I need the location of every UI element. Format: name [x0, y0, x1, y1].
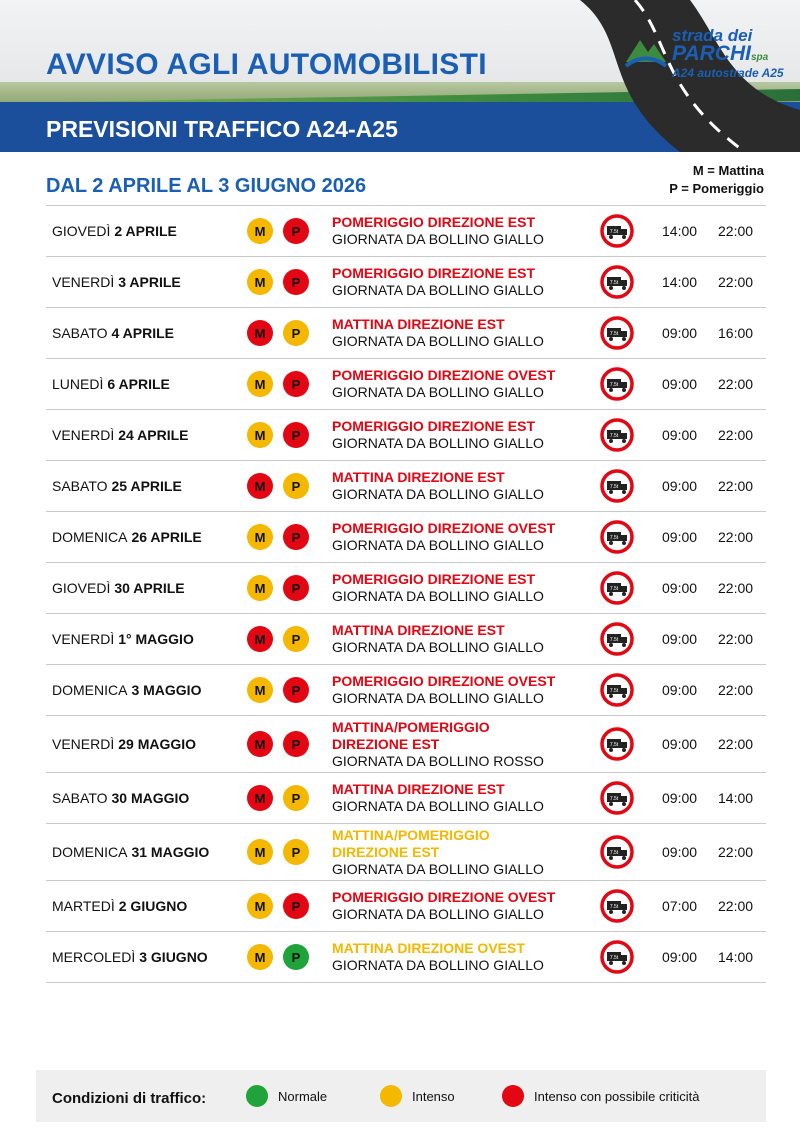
row-date: 25 APRILE: [111, 478, 182, 494]
mountain-logo-icon: [622, 26, 670, 74]
svg-text:7.5t: 7.5t: [609, 955, 619, 961]
afternoon-badge: P: [283, 473, 309, 499]
morning-badge: M: [247, 371, 273, 397]
row-time-from: 07:00: [662, 898, 698, 914]
svg-text:7.5t: 7.5t: [609, 586, 619, 592]
row-time-from: 09:00: [662, 682, 698, 698]
afternoon-badge: P: [283, 269, 309, 295]
morning-badge: M: [247, 269, 273, 295]
row-direction: MATTINA/POMERIGGIO DIREZIONE EST: [332, 718, 490, 752]
row-date: 3 MAGGIO: [131, 682, 202, 698]
row-description: [332, 410, 582, 460]
row-time-to: 22:00: [718, 478, 754, 494]
row-weekday: SABATO: [52, 478, 108, 494]
strada-dei-parchi-logo: [620, 22, 795, 82]
row-description: [332, 614, 582, 664]
row-time-to: 22:00: [718, 580, 754, 596]
no-trucks-sign-icon: [600, 571, 634, 605]
table-row: [46, 614, 766, 665]
morning-badge: M: [247, 677, 273, 703]
row-weekday: VENERDÌ: [52, 631, 115, 647]
row-time-from: 09:00: [662, 580, 698, 596]
page-title: AVVISO AGLI AUTOMOBILISTI: [46, 48, 487, 81]
table-row: [46, 824, 766, 881]
no-trucks-sign-icon: [600, 316, 634, 350]
row-date: 30 APRILE: [114, 580, 185, 596]
morning-badge: M: [247, 731, 273, 757]
period-heading: DAL 2 APRILE AL 3 GIUGNO 2026: [46, 175, 367, 197]
row-direction: POMERIGGIO DIREZIONE OVEST: [332, 889, 556, 905]
row-time-from: 09:00: [662, 631, 698, 647]
row-day: [52, 614, 194, 664]
row-time-to: 22:00: [718, 274, 754, 290]
no-trucks-sign-icon: [600, 469, 634, 503]
row-direction: POMERIGGIO DIREZIONE OVEST: [332, 520, 556, 536]
row-date: 29 MAGGIO: [118, 736, 197, 752]
morning-badge: M: [247, 575, 273, 601]
row-direction: POMERIGGIO DIREZIONE OVEST: [332, 367, 556, 383]
morning-badge: M: [247, 944, 273, 970]
row-time-to: 22:00: [718, 844, 754, 860]
row-day: [52, 932, 208, 982]
row-weekday: MARTEDÌ: [52, 898, 115, 914]
no-trucks-sign-icon: [600, 940, 634, 974]
traffic-conditions-legend: [36, 1070, 766, 1122]
row-description: [332, 665, 582, 715]
legend-mattina: M = Mattina: [692, 163, 764, 178]
row-bollino: GIORNATA DA BOLLINO GIALLO: [332, 860, 544, 877]
afternoon-badge: P: [283, 893, 309, 919]
row-day: [52, 773, 189, 823]
row-bollino: GIORNATA DA BOLLINO GIALLO: [332, 231, 544, 247]
no-trucks-sign-icon: [600, 835, 634, 869]
table-row: [46, 512, 766, 563]
row-time-from: 09:00: [662, 736, 698, 752]
svg-text:7.5t: 7.5t: [609, 637, 619, 643]
logo-line-3: A24 autostrade A25: [672, 66, 784, 80]
row-bollino: GIORNATA DA BOLLINO GIALLO: [332, 384, 544, 400]
svg-text:7.5t: 7.5t: [609, 484, 619, 490]
afternoon-badge: P: [283, 524, 309, 550]
legend-normal: Normale: [278, 1089, 328, 1104]
row-weekday: SABATO: [52, 790, 108, 806]
legend-intense: Intenso: [412, 1089, 455, 1104]
logo-spa: spa: [750, 52, 769, 63]
row-date: 3 APRILE: [118, 274, 181, 290]
row-time-from: 14:00: [662, 274, 698, 290]
row-time-from: 09:00: [662, 844, 698, 860]
no-trucks-sign-icon: [600, 781, 634, 815]
row-date: 30 MAGGIO: [111, 790, 190, 806]
row-bollino: GIORNATA DA BOLLINO GIALLO: [332, 957, 544, 973]
table-row: [46, 257, 766, 308]
morning-badge: M: [247, 422, 273, 448]
afternoon-badge: P: [283, 575, 309, 601]
morning-badge: M: [247, 893, 273, 919]
row-description: [332, 308, 582, 358]
no-trucks-sign-icon: [600, 367, 634, 401]
row-description: [332, 773, 582, 823]
forecast-table: [46, 205, 766, 983]
row-weekday: VENERDÌ: [52, 736, 115, 752]
svg-text:7.5t: 7.5t: [609, 688, 619, 694]
row-description: [332, 461, 582, 511]
row-day: [52, 563, 185, 613]
row-bollino: GIORNATA DA BOLLINO GIALLO: [332, 588, 544, 604]
row-date: 2 GIUGNO: [118, 898, 188, 914]
row-time-to: 14:00: [718, 949, 754, 965]
row-day: [52, 512, 202, 562]
no-trucks-sign-icon: [600, 889, 634, 923]
svg-text:7.5t: 7.5t: [609, 850, 619, 856]
row-time-from: 14:00: [662, 223, 698, 239]
row-time-to: 22:00: [718, 223, 754, 239]
afternoon-badge: P: [283, 839, 309, 865]
row-bollino: GIORNATA DA BOLLINO ROSSO: [332, 752, 544, 769]
no-trucks-sign-icon: [600, 418, 634, 452]
row-bollino: GIORNATA DA BOLLINO GIALLO: [332, 282, 544, 298]
svg-text:7.5t: 7.5t: [609, 904, 619, 910]
row-date: 1° MAGGIO: [118, 631, 194, 647]
afternoon-badge: P: [283, 785, 309, 811]
row-weekday: SABATO: [52, 325, 108, 341]
row-day: [52, 410, 189, 460]
afternoon-badge: P: [283, 422, 309, 448]
morning-badge: M: [247, 839, 273, 865]
morning-badge: M: [247, 785, 273, 811]
table-row: [46, 359, 766, 410]
afternoon-badge: P: [283, 944, 309, 970]
row-time-from: 09:00: [662, 478, 698, 494]
row-weekday: GIOVEDÌ: [52, 223, 111, 239]
row-time-from: 09:00: [662, 529, 698, 545]
row-day: [52, 461, 182, 511]
row-date: 24 APRILE: [118, 427, 189, 443]
row-weekday: LUNEDÌ: [52, 376, 104, 392]
table-row: [46, 665, 766, 716]
row-day: [52, 257, 181, 307]
row-bollino: GIORNATA DA BOLLINO GIALLO: [332, 798, 544, 814]
row-time-to: 22:00: [718, 736, 754, 752]
row-description: [332, 824, 582, 880]
svg-text:7.5t: 7.5t: [609, 796, 619, 802]
table-row: [46, 932, 766, 983]
row-description: [332, 881, 582, 931]
table-row: [46, 461, 766, 512]
svg-text:7.5t: 7.5t: [609, 331, 619, 337]
row-bollino: GIORNATA DA BOLLINO GIALLO: [332, 486, 544, 502]
morning-badge: M: [247, 524, 273, 550]
afternoon-badge: P: [283, 371, 309, 397]
morning-badge: M: [247, 473, 273, 499]
row-direction: POMERIGGIO DIREZIONE EST: [332, 418, 536, 434]
row-date: 3 GIUGNO: [139, 949, 208, 965]
afternoon-badge: P: [283, 218, 309, 244]
row-day: [52, 824, 209, 880]
row-direction: POMERIGGIO DIREZIONE EST: [332, 571, 536, 587]
row-description: [332, 563, 582, 613]
row-date: 31 MAGGIO: [131, 844, 210, 860]
afternoon-badge: P: [283, 626, 309, 652]
table-row: [46, 881, 766, 932]
row-weekday: MERCOLEDÌ: [52, 949, 136, 965]
row-direction: MATTINA DIREZIONE EST: [332, 316, 505, 332]
row-day: [52, 665, 201, 715]
row-time-from: 09:00: [662, 949, 698, 965]
legend-pomeriggio: P = Pomeriggio: [669, 181, 764, 196]
row-time-from: 09:00: [662, 376, 698, 392]
time-legend: [669, 162, 764, 198]
row-date: 2 APRILE: [114, 223, 177, 239]
row-bollino: GIORNATA DA BOLLINO GIALLO: [332, 690, 544, 706]
row-time-to: 22:00: [718, 529, 754, 545]
row-time-to: 22:00: [718, 682, 754, 698]
row-time-from: 09:00: [662, 427, 698, 443]
intense-dot-icon: [380, 1085, 402, 1107]
no-trucks-sign-icon: [600, 727, 634, 761]
row-weekday: DOMENICA: [52, 844, 128, 860]
row-day: [52, 359, 170, 409]
row-direction: POMERIGGIO DIREZIONE EST: [332, 265, 536, 281]
page-subtitle: PREVISIONI TRAFFICO A24-A25: [46, 116, 398, 142]
svg-text:7.5t: 7.5t: [609, 535, 619, 541]
row-direction: MATTINA DIREZIONE EST: [332, 622, 505, 638]
row-direction: MATTINA DIREZIONE EST: [332, 781, 505, 797]
table-row: [46, 205, 766, 257]
row-direction: POMERIGGIO DIREZIONE OVEST: [332, 673, 556, 689]
row-bollino: GIORNATA DA BOLLINO GIALLO: [332, 333, 544, 349]
table-row: [46, 773, 766, 824]
logo-line-2: [672, 42, 768, 66]
row-time-to: 16:00: [718, 325, 754, 341]
row-time-from: 09:00: [662, 790, 698, 806]
no-trucks-sign-icon: [600, 520, 634, 554]
row-direction: MATTINA DIREZIONE OVEST: [332, 940, 525, 956]
normal-dot-icon: [246, 1085, 268, 1107]
svg-text:7.5t: 7.5t: [609, 742, 619, 748]
morning-badge: M: [247, 626, 273, 652]
svg-text:7.5t: 7.5t: [609, 229, 619, 235]
row-description: [332, 512, 582, 562]
row-time-from: 09:00: [662, 325, 698, 341]
no-trucks-sign-icon: [600, 622, 634, 656]
row-time-to: 22:00: [718, 898, 754, 914]
row-date: 4 APRILE: [111, 325, 175, 341]
table-row: [46, 716, 766, 773]
row-date: 6 APRILE: [107, 376, 170, 392]
logo-line-1: strada dei: [672, 26, 753, 45]
row-description: [332, 932, 582, 982]
morning-badge: M: [247, 320, 273, 346]
table-row: [46, 308, 766, 359]
row-time-to: 14:00: [718, 790, 754, 806]
row-description: [332, 716, 582, 772]
row-bollino: GIORNATA DA BOLLINO GIALLO: [332, 906, 544, 922]
table-row: [46, 563, 766, 614]
row-direction: MATTINA DIREZIONE EST: [332, 469, 505, 485]
no-trucks-sign-icon: [600, 214, 634, 248]
row-bollino: GIORNATA DA BOLLINO GIALLO: [332, 435, 544, 451]
no-trucks-sign-icon: [600, 673, 634, 707]
morning-badge: M: [247, 218, 273, 244]
row-bollino: GIORNATA DA BOLLINO GIALLO: [332, 537, 544, 553]
no-trucks-sign-icon: [600, 265, 634, 299]
row-direction: MATTINA/POMERIGGIO DIREZIONE EST: [332, 826, 490, 860]
afternoon-badge: P: [283, 731, 309, 757]
row-direction: POMERIGGIO DIREZIONE EST: [332, 214, 536, 230]
table-row: [46, 410, 766, 461]
row-time-to: 22:00: [718, 631, 754, 647]
row-time-to: 22:00: [718, 427, 754, 443]
row-weekday: DOMENICA: [52, 529, 128, 545]
row-day: [52, 308, 174, 358]
row-description: [332, 359, 582, 409]
legend-critical: Intenso con possibile criticità: [534, 1089, 700, 1104]
row-time-to: 22:00: [718, 376, 754, 392]
row-day: [52, 716, 196, 772]
svg-text:7.5t: 7.5t: [609, 433, 619, 439]
header-banner: [0, 0, 800, 152]
row-weekday: VENERDÌ: [52, 274, 115, 290]
row-description: [332, 257, 582, 307]
row-bollino: GIORNATA DA BOLLINO GIALLO: [332, 639, 544, 655]
critical-dot-icon: [502, 1085, 524, 1107]
svg-text:7.5t: 7.5t: [609, 280, 619, 286]
row-weekday: DOMENICA: [52, 682, 128, 698]
row-date: 26 APRILE: [131, 529, 202, 545]
legend-label: Condizioni di traffico:: [52, 1090, 207, 1107]
row-day: [52, 206, 177, 256]
row-weekday: VENERDÌ: [52, 427, 115, 443]
afternoon-badge: P: [283, 320, 309, 346]
row-description: [332, 206, 582, 256]
row-day: [52, 881, 187, 931]
row-weekday: GIOVEDÌ: [52, 580, 111, 596]
logo-parchi: PARCHI: [672, 42, 751, 65]
afternoon-badge: P: [283, 677, 309, 703]
svg-text:7.5t: 7.5t: [609, 382, 619, 388]
